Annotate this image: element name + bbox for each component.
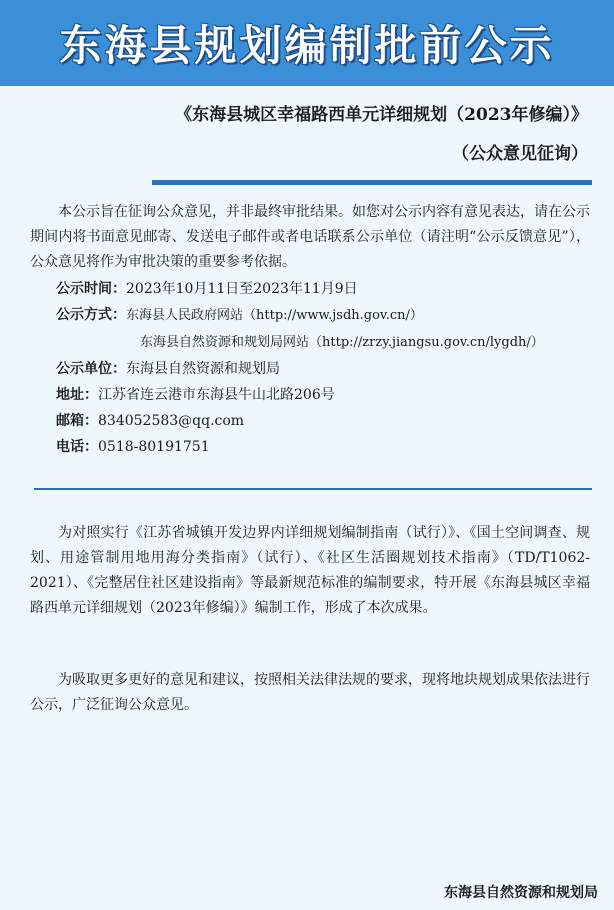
unit-row bbox=[56, 356, 596, 382]
middle-divider bbox=[34, 488, 592, 490]
intro-paragraph: 本公示旨在征询公众意见，并非最终审批结果。如您对公示内容有意见表达，请在公示期间内将书面意见邮寄、发送电子邮件或者电话联系公示单位（请注明“公示反馈意见”），公众意见将作为审批决策的重要参考依据。 bbox=[30, 204, 590, 270]
email-row bbox=[56, 408, 596, 434]
phone-row bbox=[56, 434, 596, 460]
document-title: 《东海县城区幸福路西单元详细规划（2023年修编）》 bbox=[175, 105, 588, 125]
method-label: 公示方式： bbox=[56, 307, 126, 323]
info-block bbox=[56, 276, 596, 460]
top-divider bbox=[152, 180, 592, 185]
body-paragraph-1: 为对照实行《江苏省城镇开发边界内详细规划编制指南（试行）》、《国土空间调查、规划、用途管制用地用海分类指南》（试行）、《社区生活圈规划技术指南》（TD/T1062-2021）、《完整居住社区建设指南》等最新规范标准的编制要求，特开展《东海县城区幸福路西单元详细规划（2023年修编）》编制工作，形成了本次成果。 bbox=[30, 525, 590, 616]
document-subtitle: （公众意见征询） bbox=[452, 144, 588, 164]
address-row bbox=[56, 382, 596, 408]
body-paragraph-2: 为吸取更多更好的意见和建议，按照相关法律法规的要求，现将地块规划成果依法进行公示，广泛征询公众意见。 bbox=[30, 672, 590, 713]
address-label: 地址： bbox=[56, 387, 98, 403]
time-label: 公示时间： bbox=[56, 281, 126, 297]
method-row-2 bbox=[56, 329, 596, 356]
header-banner bbox=[0, 0, 614, 86]
time-value: 2023年10月11日至2023年11月9日 bbox=[126, 281, 358, 297]
time-row bbox=[56, 276, 596, 302]
phone-value: 0518-80191751 bbox=[98, 439, 210, 455]
address-value: 江苏省连云港市东海县牛山北路206号 bbox=[98, 387, 335, 403]
unit-label: 公示单位： bbox=[56, 361, 126, 377]
unit-value: 东海县自然资源和规划局 bbox=[126, 361, 280, 377]
method-link-zrzy[interactable]: 东海县自然资源和规划局网站（http://zrzy.jiangsu.gov.cn/lygdh/） bbox=[140, 335, 544, 350]
banner-title: 东海县规划编制批前公示 bbox=[59, 21, 555, 70]
email-value[interactable]: 834052583@qq.com bbox=[98, 413, 245, 429]
method-row bbox=[56, 302, 596, 329]
method-link-gov[interactable]: 东海县人民政府网站（http://www.jsdh.gov.cn/） bbox=[126, 308, 423, 323]
email-label: 邮箱： bbox=[56, 413, 98, 429]
phone-label: 电话： bbox=[56, 439, 98, 455]
footer-organization: 东海县自然资源和规划局 bbox=[444, 885, 598, 901]
